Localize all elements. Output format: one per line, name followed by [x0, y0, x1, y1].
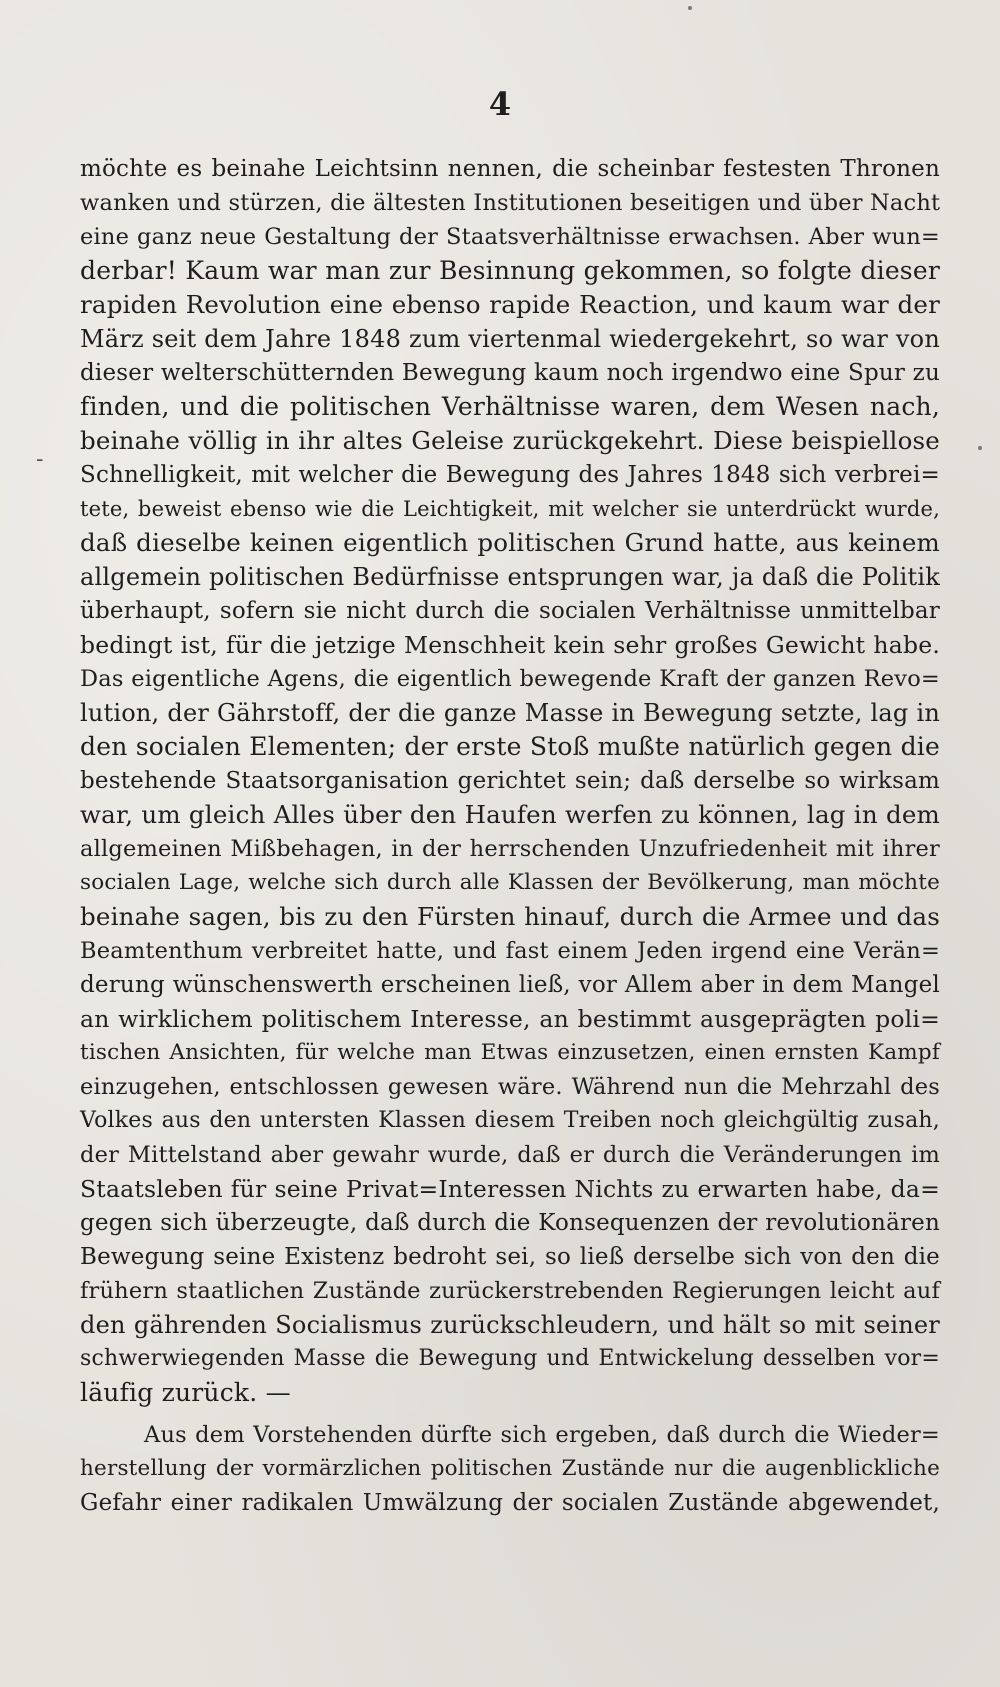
text-line: möchte es beinahe Leichtsinn nennen, die scheinbar festesten Thronen [80, 156, 940, 182]
text-line: überhaupt, sofern sie nicht durch die socialen Verhältnisse unmittelbar [80, 598, 940, 624]
text-line: läufig zurück. — [80, 1378, 291, 1407]
text-line: wanken und stürzen, die ältesten Institutionen beseitigen und über Nacht [80, 190, 941, 216]
text-line: Aus dem Vorstehenden dürfte sich ergeben, daß durch die Wieder= [144, 1422, 940, 1448]
text-line: dieser welterschütternden Bewegung kaum noch irgendwo eine Spur zu [80, 360, 940, 386]
text-line: allgemein politischen Bedürfnisse entsprungen war, ja daß die Politik [80, 563, 940, 591]
text-line: an wirklichem politischem Interesse, an bestimmt ausgeprägten poli= [80, 1005, 940, 1033]
text-line: Das eigentliche Agens, die eigentlich bewegende Kraft der ganzen Revo= [80, 666, 940, 692]
text-line: tete, beweist ebenso wie die Leichtigkeit, mit welcher sie unterdrückt wurde, [80, 497, 940, 521]
paragraph-gap [80, 1410, 940, 1418]
text-line: rapiden Revolution eine ebenso rapide Reaction, und kaum war der [80, 290, 940, 319]
text-line: lution, der Gährstoff, der die ganze Masse in Bewegung setzte, lag in [80, 699, 940, 727]
text-line: Volkes aus den untersten Klassen diesem Treiben noch gleichgültig zusah, [80, 1108, 940, 1133]
text-line: Bewegung seine Existenz bedroht sei, so ließ derselbe sich von den die [80, 1244, 940, 1270]
text-line: beinahe sagen, bis zu den Fürsten hinauf, durch die Armee und das [80, 902, 940, 931]
paragraph-1 [80, 152, 940, 1410]
text-line: herstellung der vormärzlichen politischen Zustände nur die augenblickliche [80, 1456, 940, 1481]
paper-speck [978, 446, 982, 450]
text-line: eine ganz neue Gestaltung der Staatsverhältnisse erwachsen. Aber wun= [80, 224, 940, 250]
margin-mark: - [36, 447, 44, 472]
text-line: einzugehen, entschlossen gewesen wäre. Während nun die Mehrzahl des [80, 1074, 940, 1100]
text-line: allgemeinen Mißbehagen, in der herrschenden Unzufriedenheit mit ihrer [80, 836, 940, 862]
page-number: 4 [488, 85, 512, 123]
body-text [80, 152, 940, 1520]
text-line: bestehende Staatsorganisation gerichtet sein; daß derselbe so wirksam [80, 768, 940, 794]
text-line: den socialen Elementen; der erste Stoß mußte natürlich gegen die [80, 732, 940, 761]
paragraph-2 [80, 1418, 940, 1520]
text-line: bedingt ist, für die jetzige Menschheit kein sehr großes Gewicht habe. [80, 631, 940, 659]
text-line: Gefahr einer radikalen Umwälzung der socialen Zustände abgewendet, [80, 1490, 940, 1516]
text-line: finden, und die politischen Verhältnisse waren, dem Wesen nach, [80, 392, 940, 421]
text-line: frühern staatlichen Zustände zurückerstrebenden Regierungen leicht auf [80, 1278, 940, 1304]
text-line: derbar! Kaum war man zur Besinnung gekommen, so folgte dieser [80, 256, 940, 285]
text-line: gegen sich überzeugte, daß durch die Konsequenzen der revolutionären [80, 1210, 940, 1236]
text-line: Staatsleben für seine Privat=Interessen Nichts zu erwarten habe, da= [80, 1175, 940, 1203]
text-line: den gährenden Socialismus zurückschleudern, und hält so mit seiner [80, 1311, 940, 1339]
text-line: daß dieselbe keinen eigentlich politischen Grund hatte, aus keinem [80, 528, 940, 557]
text-line: socialen Lage, welche sich durch alle Klassen der Bevölkerung, man möchte [80, 870, 940, 895]
text-line: derung wünschenswerth erscheinen ließ, vor Allem aber in dem Mangel [80, 972, 940, 998]
paper-speck [688, 6, 692, 10]
text-line: schwerwiegenden Masse die Bewegung und Entwickelung desselben vor= [80, 1346, 940, 1371]
text-line: tischen Ansichten, für welche man Etwas einzusetzen, einen ernsten Kampf [80, 1040, 940, 1065]
text-line: war, um gleich Alles über den Haufen werfen zu können, lag in dem [80, 800, 940, 829]
text-line: beinahe völlig in ihr altes Geleise zurückgekehrt. Diese beispiellose [80, 426, 940, 455]
text-line: Schnelligkeit, mit welcher die Bewegung des Jahres 1848 sich verbrei= [80, 462, 940, 488]
text-line: der Mittelstand aber gewahr wurde, daß er durch die Veränderungen im [80, 1142, 940, 1168]
text-line: Beamtenthum verbreitet hatte, und fast einem Jeden irgend eine Verän= [80, 938, 940, 964]
text-line: März seit dem Jahre 1848 zum viertenmal wiedergekehrt, so war von [80, 325, 940, 353]
